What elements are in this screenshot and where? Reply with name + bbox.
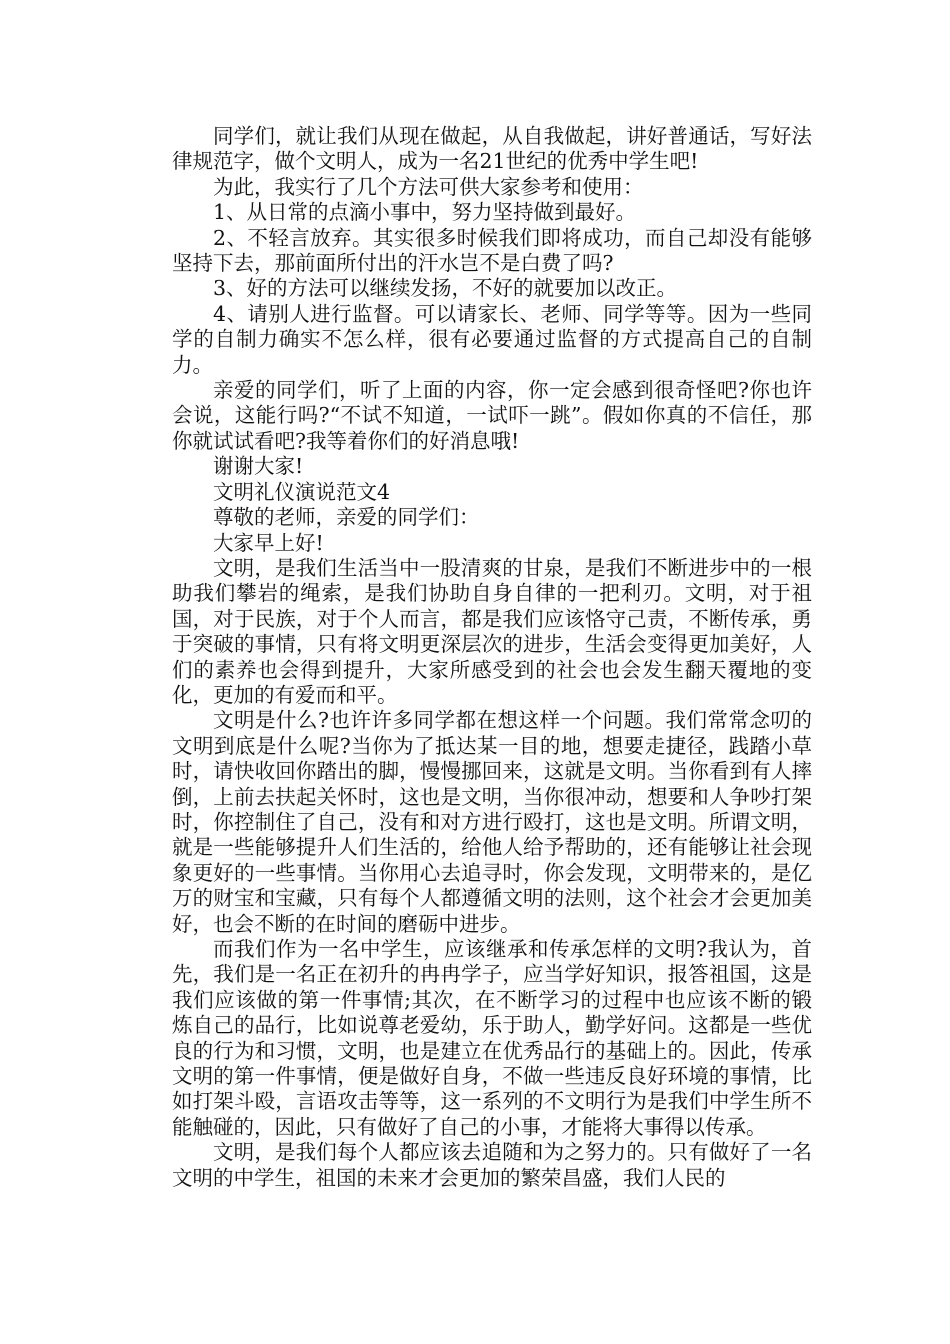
list-item-2: 2、不轻言放弃。其实很多时候我们即将成功，而自己却没有能够坚持下去，那前面所付出的汗水岂不是白费了吗? xyxy=(172,225,812,276)
paragraph-1: 同学们，就让我们从现在做起，从自我做起，讲好普通话，写好法律规范字，做个文明人，成为一名21世纪的优秀中学生吧! xyxy=(172,124,812,174)
closing-thanks: 谢谢大家! xyxy=(213,454,304,479)
paragraph-3: 亲爱的同学们，听了上面的内容，你一定会感到很奇怪吧?你也许会说，这能行吗?“不试不知道，一试吓一跳”。假如你真的不信任，那你就试试看吧?我等着你们的好消息哦! xyxy=(172,378,812,453)
list-item-1: 1、从日常的点滴小事中，努力坚持做到最好。 xyxy=(213,200,637,225)
greeting: 大家早上好! xyxy=(213,530,324,555)
paragraph-5: 文明是什么?也许许多同学都在想这样一个问题。我们常常念叨的文明到底是什么呢?当你为了抵达某一目的地，想要走捷径，践踏小草时，请快收回你踏出的脚，慢慢挪回来，这就是文明。当你看到有人摔倒，上前去扶起关怀时，这也是文明，当你很冲动，想要和人争吵打架时，你控制住了自己，没有和对方进行殴打，这也是文明。所谓文明，就是一些能够提升人们生活的，给他人给予帮助的，还有能够让社会现象更好的一些事情。当你用心去追寻时，你会发现，文明带来的，是亿万的财宝和宝藏，只有每个人都遵循文明的法则，这个社会才会更加美好，也会不断的在时间的磨砺中进步。 xyxy=(172,708,812,936)
paragraph-6: 而我们作为一名中学生，应该继承和传承怎样的文明?我认为，首先，我们是一名正在初升的冉冉学子，应当学好知识，报答祖国，这是我们应该做的第一件事情;其次，在不断学习的过程中也应该不断的锻炼自己的品行，比如说尊老爱幼，乐于助人，勤学好问。这都是一些优良的行为和习惯，文明，也是建立在优秀品行的基础上的。因此，传承文明的第一件事情，便是做好自身，不做一些违反良好环境的事情，比如打架斗殴，言语攻击等等，这一系列的不文明行为是我们中学生所不能触碰的，因此，只有做好了自己的小事，才能将大事得以传承。 xyxy=(172,937,812,1139)
paragraph-2: 为此，我实行了几个方法可供大家参考和使用： xyxy=(213,174,644,199)
salutation: 尊敬的老师，亲爱的同学们： xyxy=(213,505,480,530)
section-title: 文明礼仪演说范文4 xyxy=(213,479,391,504)
paragraph-4: 文明，是我们生活当中一股清爽的甘泉，是我们不断进步中的一根助我们攀岩的绳索，是我们协助自身自律的一把利刃。文明，对于祖国，对于民族，对于个人而言，都是我们应该恪守己责，不断传承，勇于突破的事情，只有将文明更深层次的进步，生活会变得更加美好，人们的素养也会得到提升，大家所感受到的社会也会发生翻天覆地的变化，更加的有爱而和平。 xyxy=(172,555,812,707)
paragraph-7: 文明，是我们每个人都应该去追随和为之努力的。只有做好了一名文明的中学生，祖国的未来才会更加的繁荣昌盛，我们人民的 xyxy=(172,1140,812,1190)
document-body xyxy=(172,124,812,1191)
list-item-3: 3、好的方法可以继续发扬，不好的就要加以改正。 xyxy=(213,276,678,301)
list-item-4: 4、请别人进行监督。可以请家长、老师、同学等等。因为一些同学的自制力确实不怎么样，很有必要通过监督的方式提高自己的自制力。 xyxy=(172,301,812,377)
